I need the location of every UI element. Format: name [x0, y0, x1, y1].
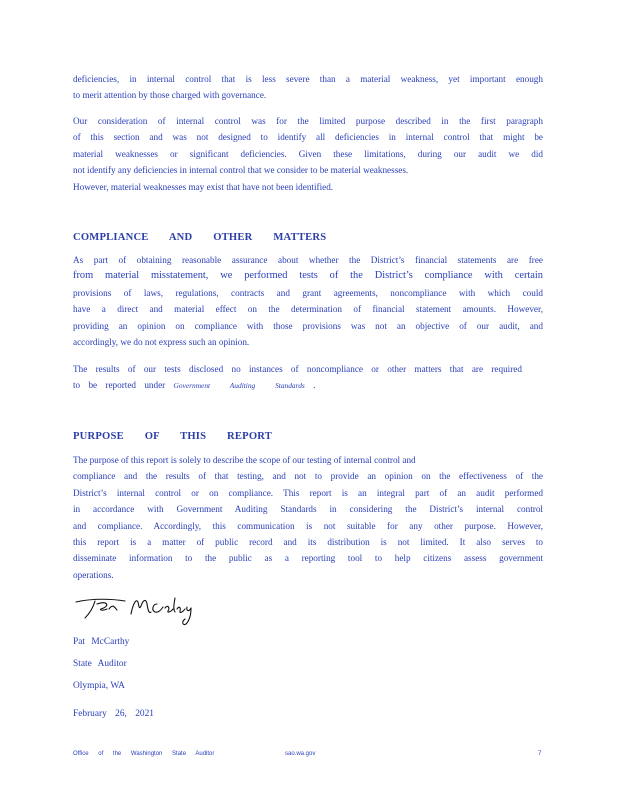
- text-line: compliance and the results of that testing, and not to provide an opinion on the effectiveness of the: [73, 471, 543, 482]
- text-line: [73, 377, 543, 394]
- footer-office: Office of the Washington State Auditor: [73, 751, 215, 757]
- text-line: The results of our tests disclosed no instances of noncompliance or other matters that are required: [73, 364, 522, 374]
- text-line: Our consideration of internal control was for the limited purpose described in the first paragraph: [73, 116, 543, 126]
- compliance-heading: COMPLIANCE AND OTHER MATTERS: [73, 232, 327, 243]
- page-number: 7: [538, 751, 542, 757]
- text-line: this report is a matter of public record and its distribution is not limited. It also serves to: [73, 537, 543, 548]
- text-line: to merit attention by those charged with governance.: [73, 90, 267, 101]
- text-line: The purpose of this report is solely to describe the scope of our testing of internal control and: [73, 455, 416, 465]
- purpose-heading: PURPOSE OF THIS REPORT: [73, 431, 273, 442]
- text-line: However, material weaknesses may exist that have not been identified.: [73, 181, 334, 192]
- text-segment: .: [313, 380, 316, 391]
- text-line: and compliance. Accordingly, this communication is not suitable for any other purpose. However,: [73, 520, 543, 531]
- paragraph-internal-control: [73, 113, 543, 195]
- text-line: have a direct and material effect on the determination of financial statement amounts. However,: [73, 304, 543, 315]
- paragraph-compliance: [73, 252, 543, 350]
- text-line: accordingly, we do not express such an opinion.: [73, 337, 250, 348]
- text-line: provisions of laws, regulations, contracts and grant agreements, noncompliance with which could: [73, 287, 543, 298]
- text-line: material weaknesses or significant deficiencies. Given these limitations, during our audit we did: [73, 148, 543, 159]
- text-line: of this section and was not designed to identify all deficiencies in internal control that might be: [73, 132, 543, 143]
- signer-location: Olympia, WA: [73, 681, 125, 691]
- paragraph-test-results: [73, 361, 543, 395]
- text-line: operations.: [73, 569, 114, 580]
- text-line: As part of obtaining reasonable assurance about whether the District’s financial statements are free: [73, 255, 543, 265]
- standards-citation: Government Auditing Standards: [173, 381, 305, 391]
- text-line: District’s internal control or on compliance. This report is an integral part of an audit performed: [73, 487, 543, 498]
- text-segment: to be reported under: [73, 380, 166, 391]
- text-line: providing an opinion on compliance with those provisions was not an objective of our audit, and: [73, 320, 543, 331]
- text-line: in accordance with Government Auditing Standards in considering the District’s internal control: [73, 504, 543, 515]
- signer-title: State Auditor: [73, 659, 127, 669]
- report-date: February 26, 2021: [73, 709, 154, 719]
- signer-name: Pat McCarthy: [73, 637, 130, 647]
- text-line: from material misstatement, we performed tests of the District’s compliance with certain: [73, 270, 543, 282]
- text-line: deficiencies, in internal control that is less severe than a material weakness, yet important enough: [73, 74, 543, 84]
- footer-website: sao.wa.gov: [285, 751, 316, 757]
- paragraph-purpose: [73, 452, 543, 583]
- text-line: not identify any deficiencies in internal control that we consider to be material weaknesses.: [73, 165, 409, 176]
- paragraph-governance: [73, 71, 543, 104]
- text-line: disseminate information to the public as a reporting tool to help citizens assess government: [73, 553, 543, 564]
- handwritten-signature: [73, 592, 203, 633]
